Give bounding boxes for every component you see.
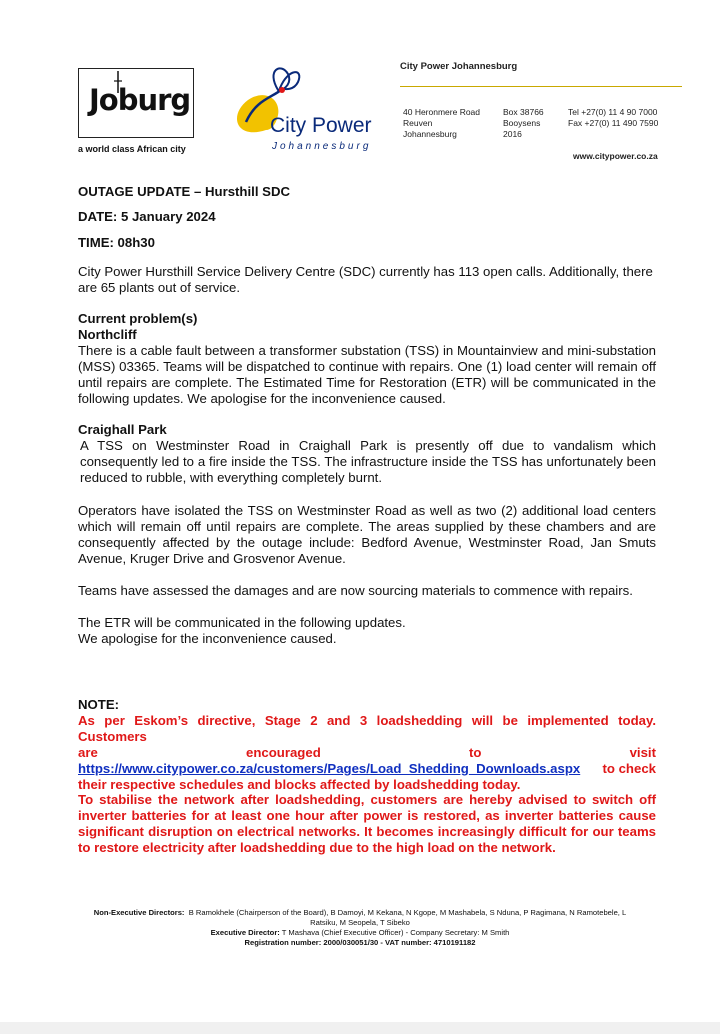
note-paragraph-1: As per Eskom’s directive, Stage 2 and 3 loadshedding will be implemented today. Customers are encouraged to visit https://www.citypower.co.za/customers/Pages/Load_Shedding_Downloads.aspx to check their respective schedules and blocks affected by loadshedding today. [78,713,656,792]
registration-info: Registration number: 2000/030051/30 - VAT number: 4710191182 [244,938,476,947]
page-bottom-strip [0,1022,720,1034]
apology-line: We apologise for the inconvenience caused. [78,631,337,646]
craighall-paragraph-2: Operators have isolated the TSS on Westminster Road as well as two (2) additional load centers which will remain off until repairs are complete. The areas supplied by these chambers and are consequently affected by the outage include: Bedford Avenue, Westminster Road, Jan Smuts Avenue, Kruger Drive and Grosvenor Avenue. [78,503,656,566]
joburg-logo [78,68,194,138]
city-power-wordmark: City Power [270,114,372,137]
loadshedding-downloads-link[interactable]: https://www.citypower.co.za/customers/Pages/Load_Shedding_Downloads.aspx [78,761,581,776]
current-problems-heading: Current problem(s) [78,311,198,326]
northcliff-paragraph: There is a cable fault between a transformer substation (TSS) in Mountainview and mini-substation (MSS) 03365. Teams will be dispatched to continue with repairs. One (1) load center will remain off until repairs are complete. The Estimated Time for Restoration (ETR) will be communicated in the following updates. We apologise for the inconvenience caused. [78,343,656,406]
street-address: 40 Heronmere Road Reuven Johannesburg [403,107,481,139]
note-heading: NOTE: [78,697,120,712]
craighall-paragraph-3: Teams have assessed the damages and are now sourcing materials to commence with repairs. [78,583,633,598]
website-text: www.citypower.co.za [573,151,658,161]
header-rule [400,86,682,87]
postal-address: Box 38766 Booysens 2016 [503,107,544,139]
non-executive-directors: Non-Executive Directors: B Ramokhele (Chairperson of the Board), B Damoyi, M Kekana, N Kgope, M Mashabela, S Nduna, P Ragimana, N Ramotebele, L Ratsiku, M Seopela, T Sibeko [93,908,627,927]
document-date: DATE: 5 January 2024 [78,209,216,224]
contact-numbers: Tel +27(0) 11 4 90 7000 Fax +27(0) 11 490 7590 [568,107,659,128]
document-time: TIME: 08h30 [78,235,155,250]
note-paragraph-2: To stabilise the network after loadshedding, customers are hereby advised to switch off inverter batteries for at least one hour after power is restored, as inverter batteries cause significant disruption on electrical networks. It becomes increasingly difficult for our teams to restore electricity after loadshedding due to the high load on the network. [78,792,656,855]
joburg-wordmark: Joburg [89,83,191,117]
city-power-subtitle: Johannesburg [272,141,372,152]
craighall-heading: Craighall Park [78,422,167,437]
document-title: OUTAGE UPDATE – Hursthill SDC [78,184,290,199]
northcliff-heading: Northcliff [78,327,137,342]
intro-paragraph: City Power Hursthill Service Delivery Centre (SDC) currently has 113 open calls. Additionally, there are 65 plants out of service. [78,264,653,295]
executive-director: Executive Director: T Mashava (Chief Executive Officer) - Company Secretary: M Smith [210,928,510,937]
craighall-paragraph-1: A TSS on Westminster Road in Craighall Park is presently off due to vandalism which consequently led to a fire inside the TSS. The infrastructure inside the TSS has unfortunately been reduced to rubble, with everything completely burnt. [80,438,656,485]
etr-line: The ETR will be communicated in the following updates. [78,615,406,630]
org-name: City Power Johannesburg [400,61,518,72]
joburg-tagline: a world class African city [78,144,186,154]
